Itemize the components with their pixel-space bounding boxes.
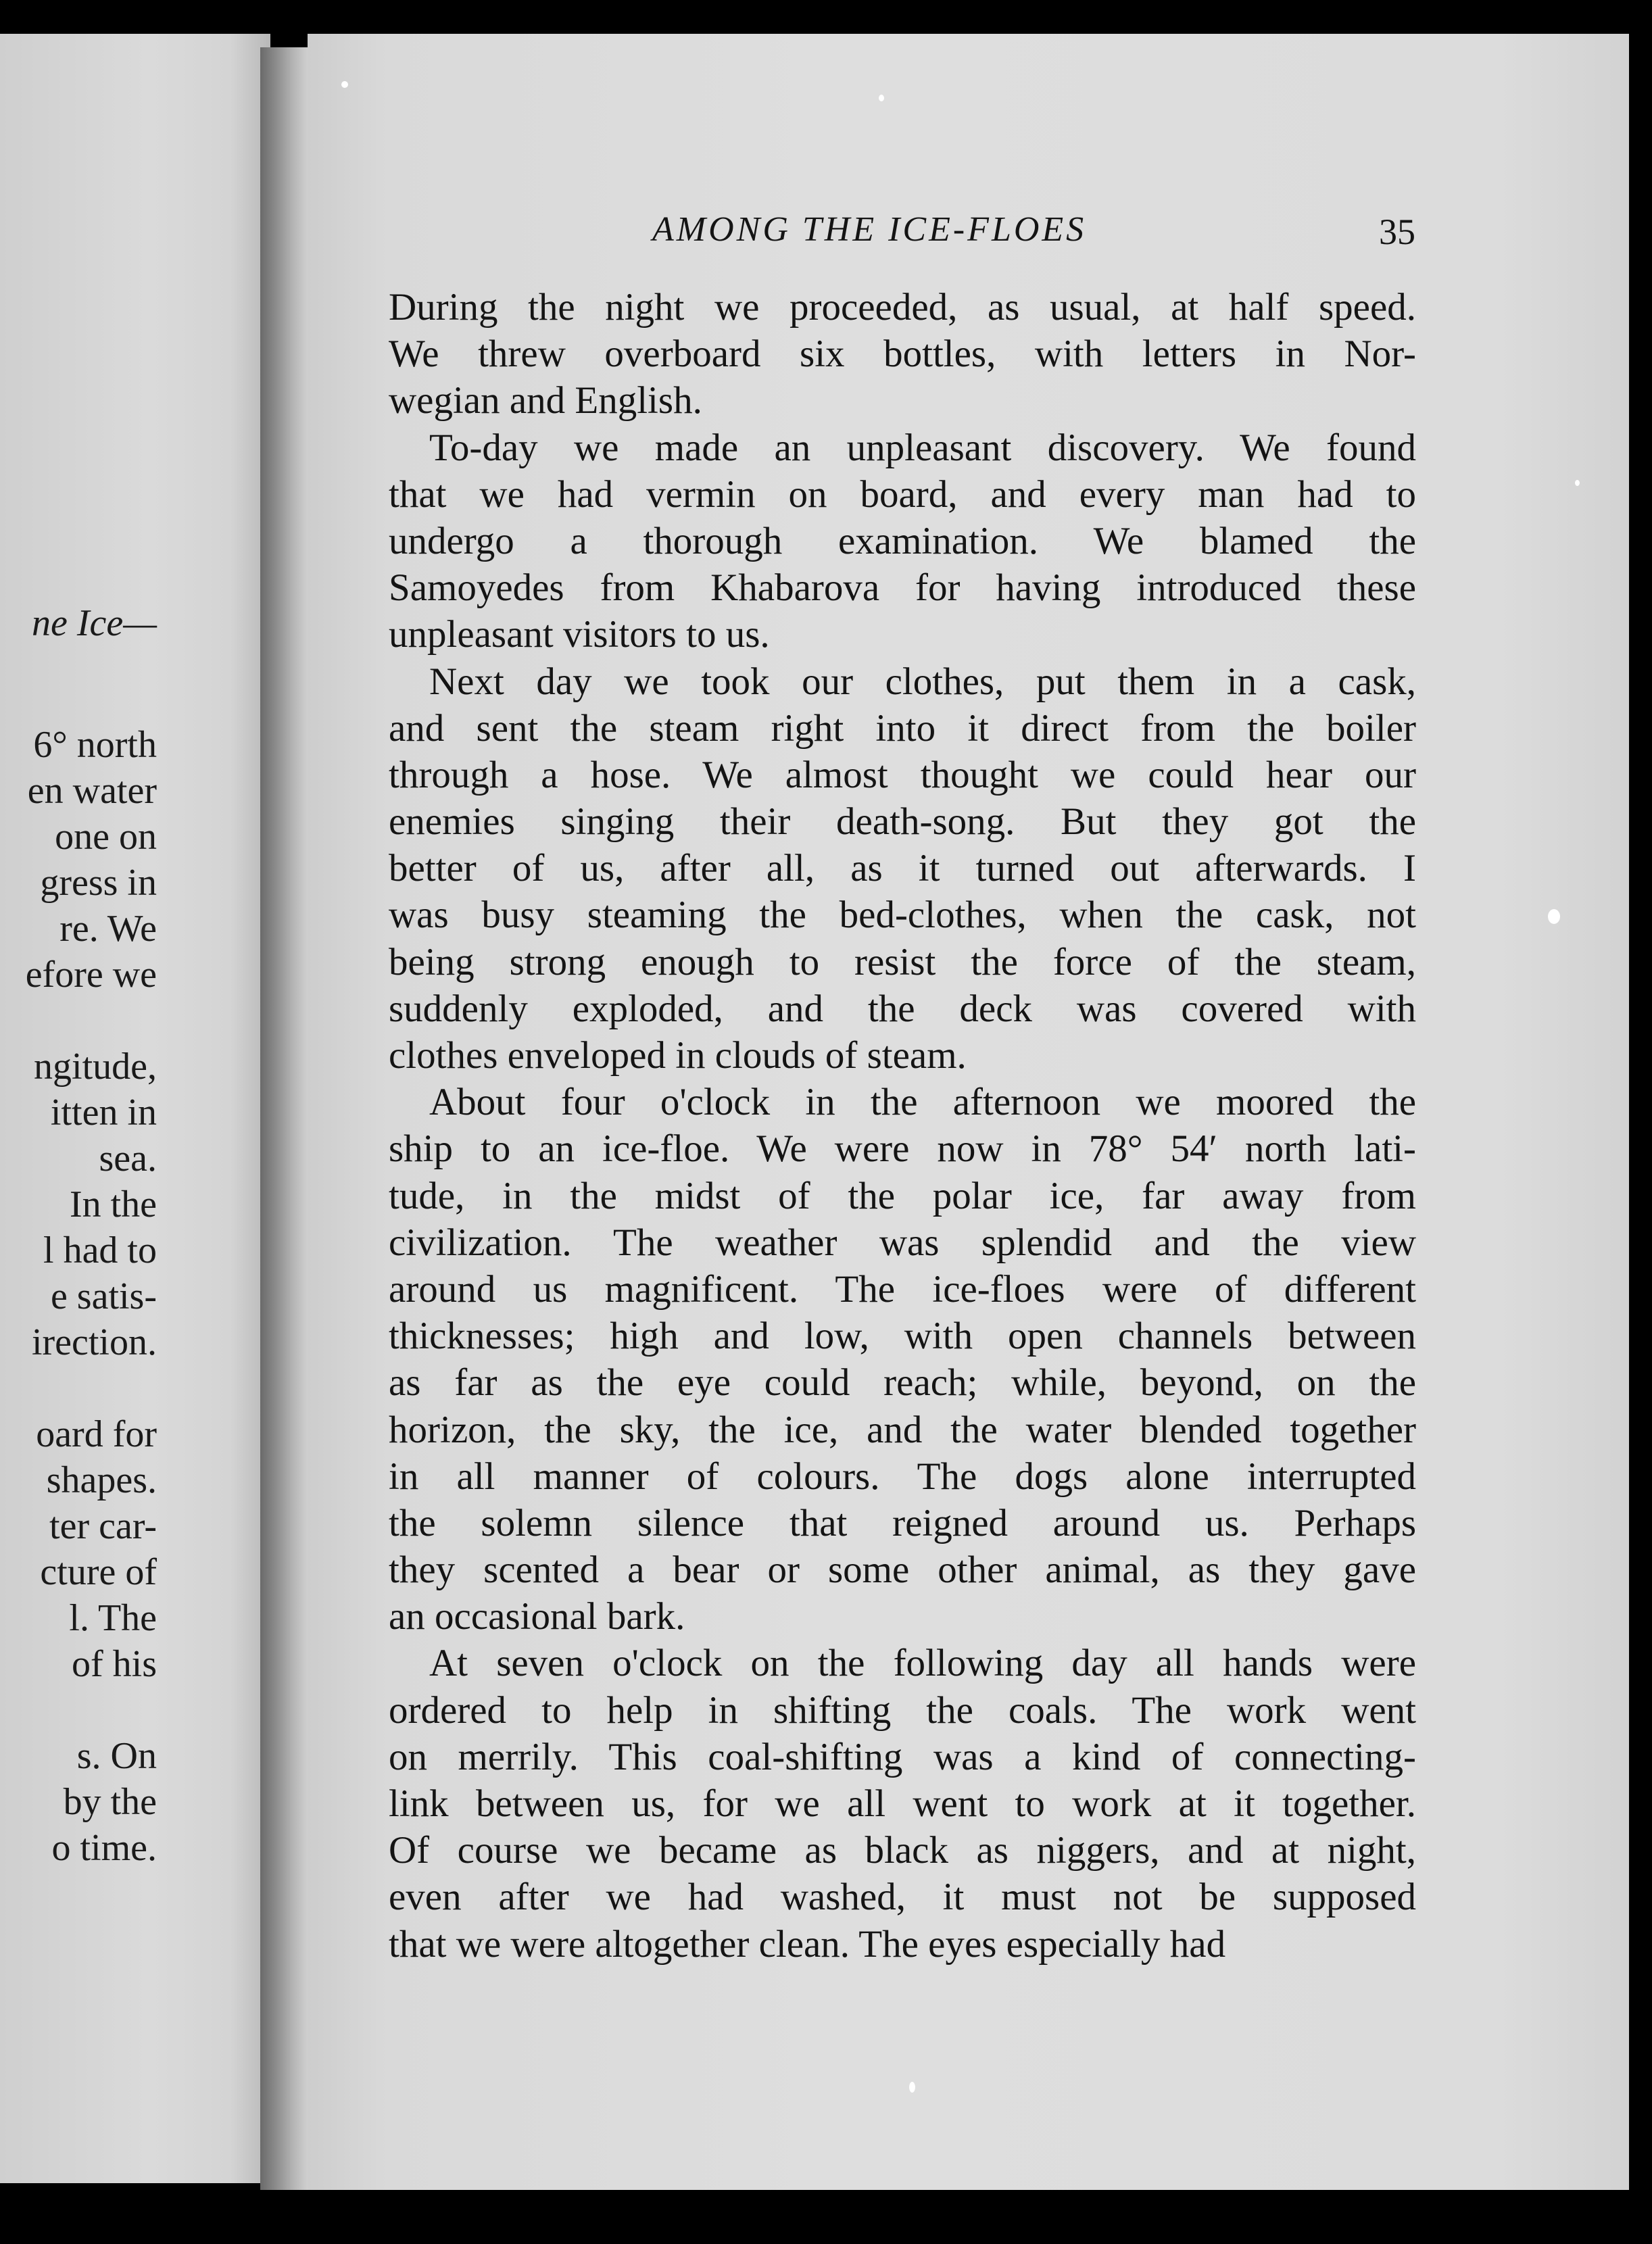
text-line: on merrily. This coal-shifting was a kind of connecting- [389,1735,1416,1778]
text-line: an occasional bark. [389,1595,685,1638]
text-line: through a hose. We almost thought we could hear our [389,753,1416,796]
left-text-line: ne Ice— [31,602,157,644]
left-text-line: l had to [43,1229,157,1271]
text-line: Samoyedes from Khabarova for having introduced these [389,566,1416,610]
text-line: To-day we made an unpleasant discovery. We found [429,426,1416,469]
page-number: 35 [1379,212,1415,252]
text-line: clothes enveloped in clouds of steam. [389,1034,967,1077]
text-line: as far as the eye could reach; while, beyond, on the [389,1361,1416,1405]
left-text-line: o time. [51,1827,157,1869]
text-line: that we had vermin on board, and every man had to [389,472,1416,516]
scan-speck [909,2082,915,2093]
left-text-line: re. We [59,908,157,950]
left-text-line: oard for [36,1413,157,1455]
left-text-line: ngitude, [34,1046,157,1088]
text-line: the solemn silence that reigned around us. Perhaps [389,1501,1416,1544]
left-text-line: by the [63,1781,157,1823]
text-line: Next day we took our clothes, put them in a cask, [429,660,1416,703]
left-text-line: s. On [76,1735,157,1777]
text-line: undergo a thorough examination. We blamed the [389,519,1416,562]
text-line: that we were altogether clean. The eyes especially had [389,1922,1226,1966]
text-line: At seven o'clock on the following day all hands were [429,1642,1416,1685]
text-line: and sent the steam right into it direct from the boiler [389,706,1416,750]
text-line: even after we had washed, it must not be supposed [389,1876,1416,1919]
left-text-line: en water [27,770,157,812]
text-line: was busy steaming the bed-clothes, when the cask, not [389,894,1416,937]
text-line: thicknesses; high and low, with open channels between [389,1315,1416,1358]
left-text-line: In the [69,1184,157,1225]
left-text-line: cture of [40,1551,157,1593]
scan-speck [341,81,348,88]
scan-speck [1548,909,1560,924]
left-text-line: l. The [69,1597,157,1639]
scan-speck [879,95,884,101]
text-line: About four o'clock in the afternoon we moored the [429,1081,1416,1124]
book-gutter [260,47,308,2190]
left-text-line: 6° north [33,724,157,766]
left-text-line: shapes. [46,1459,157,1501]
left-text-line: ter car- [49,1505,157,1547]
text-line: they scented a bear or some other animal, as they gave [389,1548,1416,1592]
text-line: suddenly exploded, and the deck was covered with [389,987,1416,1030]
left-text-line: sea. [99,1138,157,1179]
left-text-line: one on [55,816,157,858]
text-line: Of course we became as black as niggers, and at night, [389,1829,1416,1872]
text-line: link between us, for we all went to work at it together. [389,1782,1416,1825]
text-line: wegian and English. [389,379,702,422]
text-line: ship to an ice-floe. We were now in 78° 54′ north lati- [389,1127,1416,1171]
left-text-line: itten in [50,1092,157,1133]
body-text [389,284,1416,1968]
text-line: civilization. The weather was splendid and the view [389,1221,1416,1264]
left-page [0,34,270,2183]
text-line: unpleasant visitors to us. [389,613,770,656]
left-text-line: efore we [25,954,157,996]
left-text-line: irection. [31,1321,157,1363]
text-line: During the night we proceeded, as usual, at half speed. [389,286,1416,328]
text-line: better of us, after all, as it turned out afterwards. I [389,847,1416,890]
text-line: tude, in the midst of the polar ice, far away from [389,1174,1416,1217]
left-text-line: e satis- [50,1275,157,1317]
text-line: enemies singing their death-song. But they got the [389,800,1416,844]
text-line: ordered to help in shifting the coals. The work went [389,1688,1416,1732]
text-line: being strong enough to resist the force of the steam, [389,940,1416,983]
left-text-line: of his [72,1643,157,1685]
scan-speck [1575,480,1580,486]
text-line: We threw overboard six bottles, with letters in Nor- [389,333,1416,376]
text-line: in all manner of colours. The dogs alone interrupted [389,1455,1416,1498]
left-text-line: gress in [40,862,157,904]
text-line: horizon, the sky, the ice, and the water blended together [389,1408,1416,1451]
text-line: around us magnificent. The ice-floes were of different [389,1267,1416,1311]
running-head: AMONG THE ICE-FLOES [652,210,1087,249]
